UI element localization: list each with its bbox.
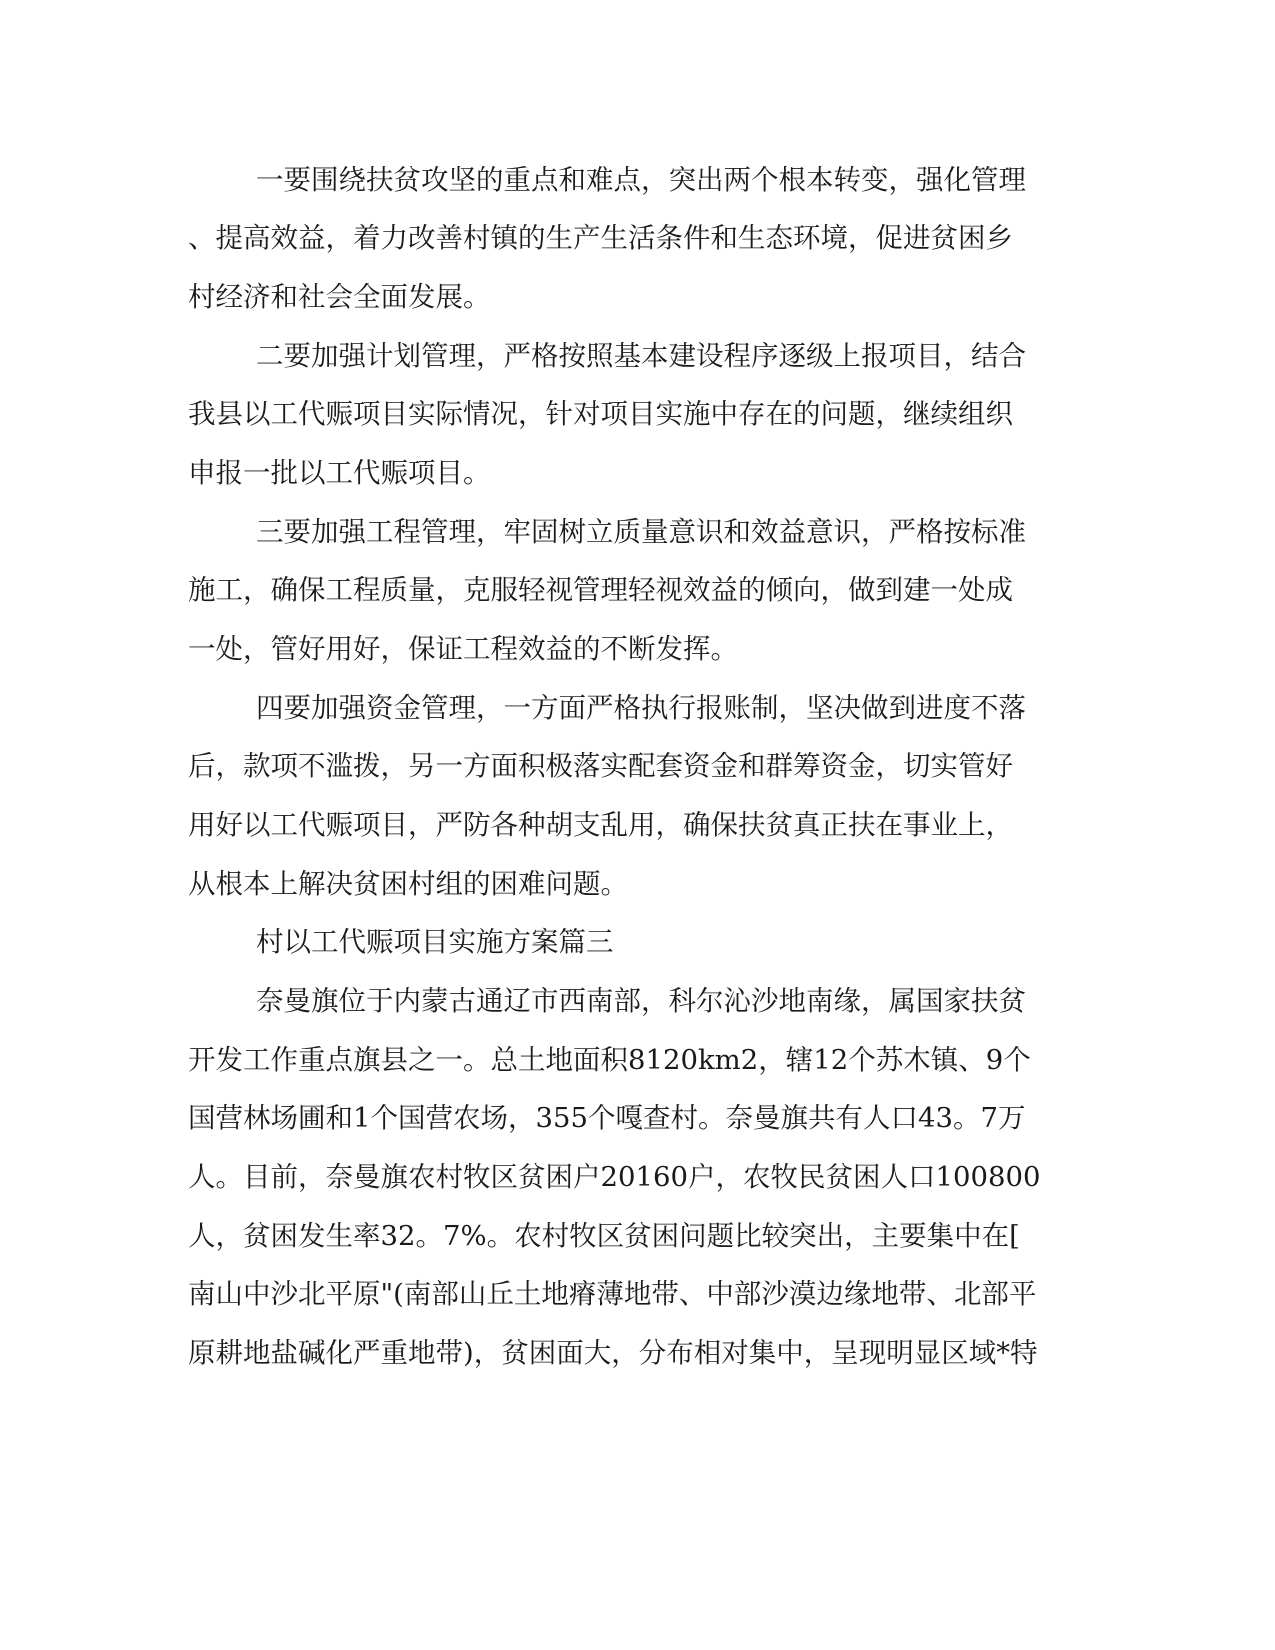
paragraph-5-line-2: 开发工作重点旗县之一。总土地面积8120km2，辖12个苏木镇、9个 xyxy=(188,1044,1031,1076)
paragraph-3-line-2: 施工，确保工程质量，克服轻视管理轻视效益的倾向，做到建一处成 xyxy=(188,574,1013,606)
paragraph-4-line-3: 用好以工代赈项目，严防各种胡支乱用，确保扶贫真正扶在事业上， xyxy=(188,809,1013,841)
paragraph-2-line-3: 申报一批以工代赈项目。 xyxy=(188,457,491,489)
paragraph-1-line-3: 村经济和社会全面发展。 xyxy=(188,281,491,313)
paragraph-5-line-4: 人。目前，奈曼旗农村牧区贫困户20160户，农牧民贫困人口100800 xyxy=(188,1161,1041,1193)
paragraph-4-line-4: 从根本上解决贫困村组的困难问题。 xyxy=(188,868,628,900)
paragraph-2-line-2: 我县以工代赈项目实际情况，针对项目实施中存在的问题，继续组织 xyxy=(188,398,1013,430)
section-heading: 村以工代赈项目实施方案篇三 xyxy=(256,926,614,958)
paragraph-1-line-2: 、提高效益，着力改善村镇的生产生活条件和生态环境，促进贫困乡 xyxy=(188,222,1013,254)
paragraph-5-line-6: 南山中沙北平原"(南部山丘土地瘠薄地带、中部沙漠边缘地带、北部平 xyxy=(188,1278,1037,1310)
paragraph-2-line-1: 二要加强计划管理，严格按照基本建设程序逐级上报项目，结合 xyxy=(256,340,1026,372)
paragraph-5-line-7: 原耕地盐碱化严重地带)，贫困面大，分布相对集中，呈现明显区域*特 xyxy=(188,1337,1038,1369)
paragraph-3-line-1: 三要加强工程管理，牢固树立质量意识和效益意识，严格按标准 xyxy=(256,516,1026,548)
paragraph-4-line-2: 后，款项不滥拨，另一方面积极落实配套资金和群筹资金，切实管好 xyxy=(188,750,1013,782)
paragraph-5-line-3: 国营林场圃和1个国营农场，355个嘎查村。奈曼旗共有人口43。7万 xyxy=(188,1102,1026,1134)
paragraph-5-line-5: 人，贫困发生率32。7%。农村牧区贫困问题比较突出，主要集中在[ xyxy=(188,1220,1020,1252)
paragraph-4-line-1: 四要加强资金管理，一方面严格执行报账制，坚决做到进度不落 xyxy=(256,692,1026,724)
paragraph-5-line-1: 奈曼旗位于内蒙古通辽市西南部，科尔沁沙地南缘，属国家扶贫 xyxy=(256,985,1026,1017)
paragraph-3-line-3: 一处，管好用好，保证工程效益的不断发挥。 xyxy=(188,633,738,665)
paragraph-1-line-1: 一要围绕扶贫攻坚的重点和难点，突出两个根本转变，强化管理 xyxy=(256,164,1026,196)
